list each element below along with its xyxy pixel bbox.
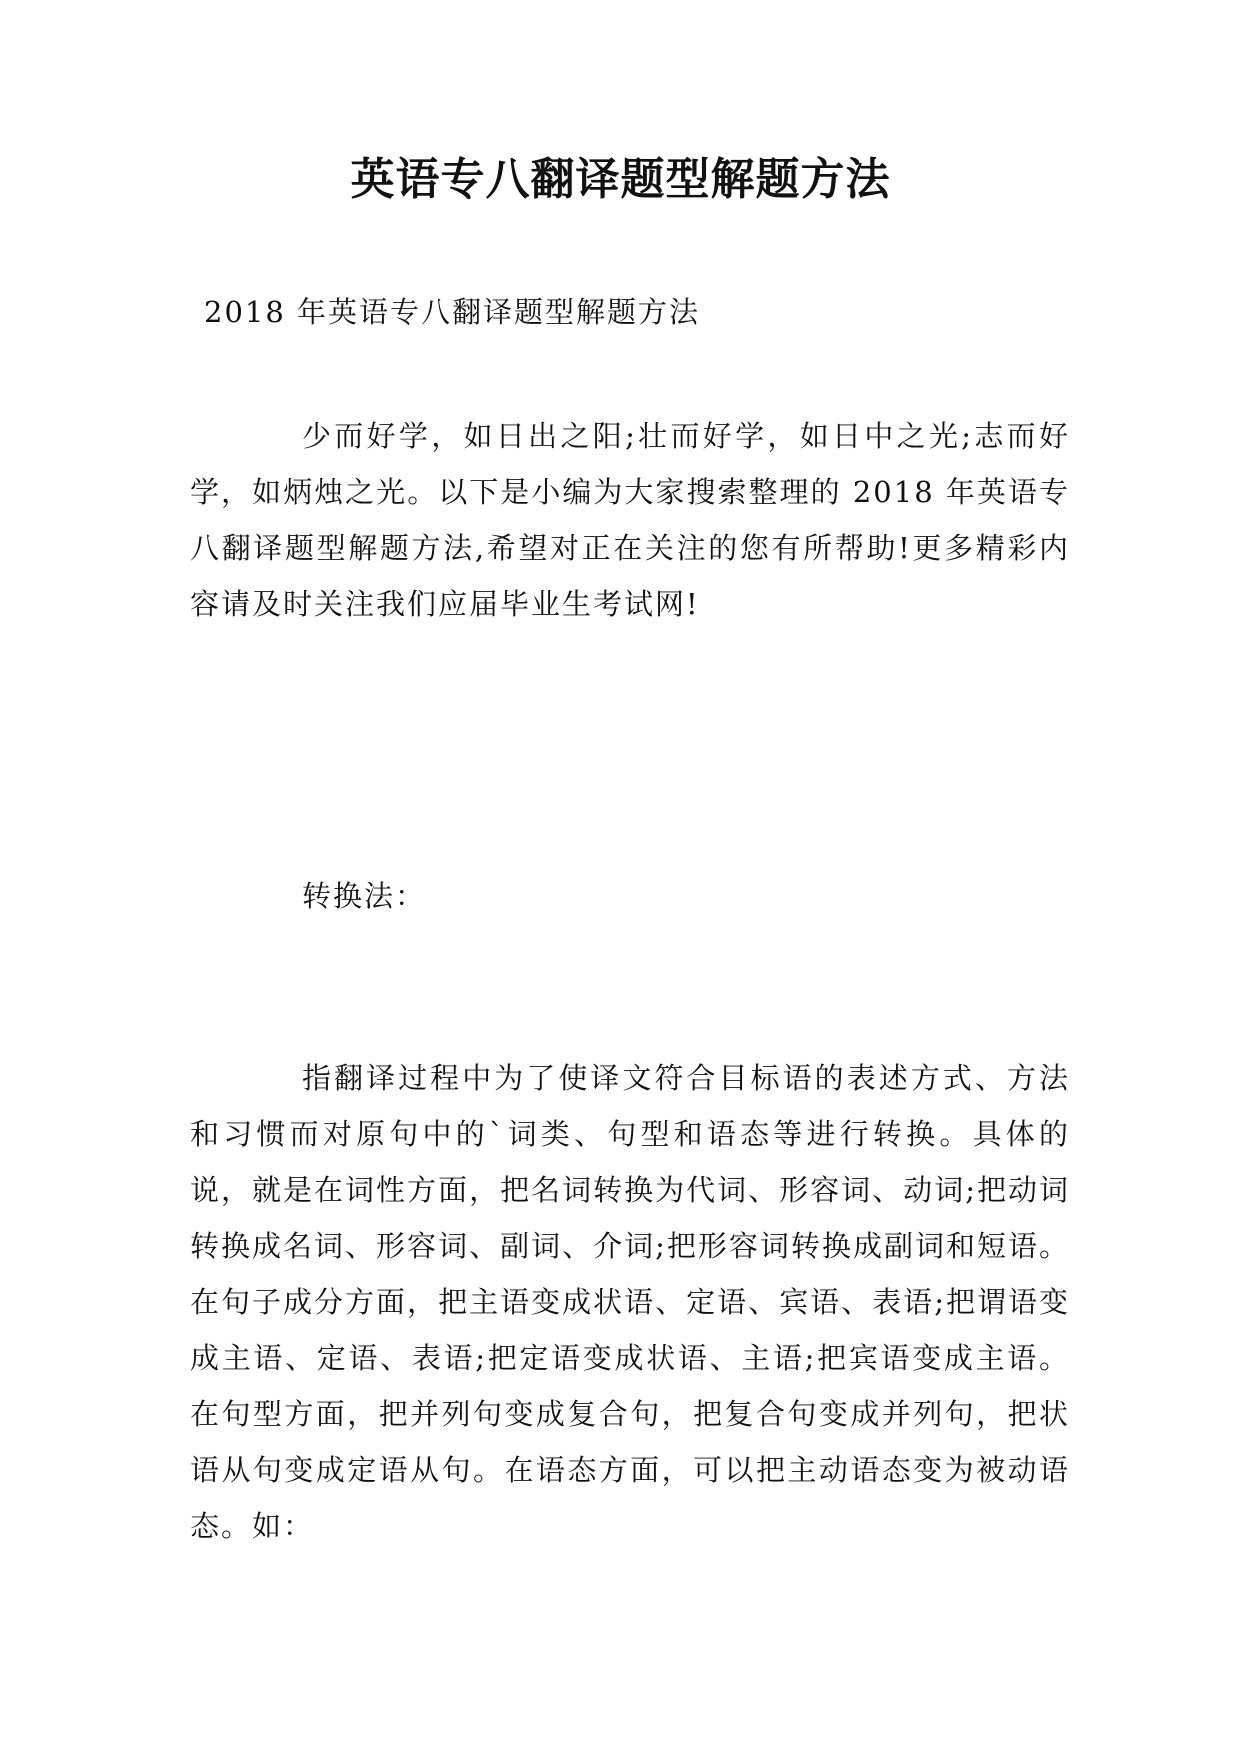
section-heading: 转换法： bbox=[302, 879, 427, 913]
intro-paragraph: 少而好学，如日出之阳;壮而好学，如日中之光;志而好学，如炳烛之光。以下是小编为大家搜索整理的 2018 年英语专八翻译题型解题方法,希望对正在关注的您有所帮助!更多精彩内容请及时关注我们应届毕业生考试网! bbox=[190, 419, 1070, 621]
document-title: 英语专八翻译题型解题方法 bbox=[350, 154, 891, 205]
body-paragraph: 指翻译过程中为了使译文符合目标语的表述方式、方法和习惯而对原句中的`词类、句型和语态等进行转换。具体的说，就是在词性方面，把名词转换为代词、形容词、动词;把动词转换成名词、形容词、副词、介词;把形容词转换成副词和短语。在句子成分方面，把主语变成状语、定语、宾语、表语;把谓语变成主语、定语、表语;把定语变成状语、主语;把宾语变成主语。在句型方面，把并列句变成复合句，把复合句变成并列句，把状语从句变成定语从句。在语态方面，可以把主动语态变为被动语态。如： bbox=[190, 1061, 1070, 1543]
document-subtitle: 2018 年英语专八翻译题型解题方法 bbox=[204, 295, 701, 329]
